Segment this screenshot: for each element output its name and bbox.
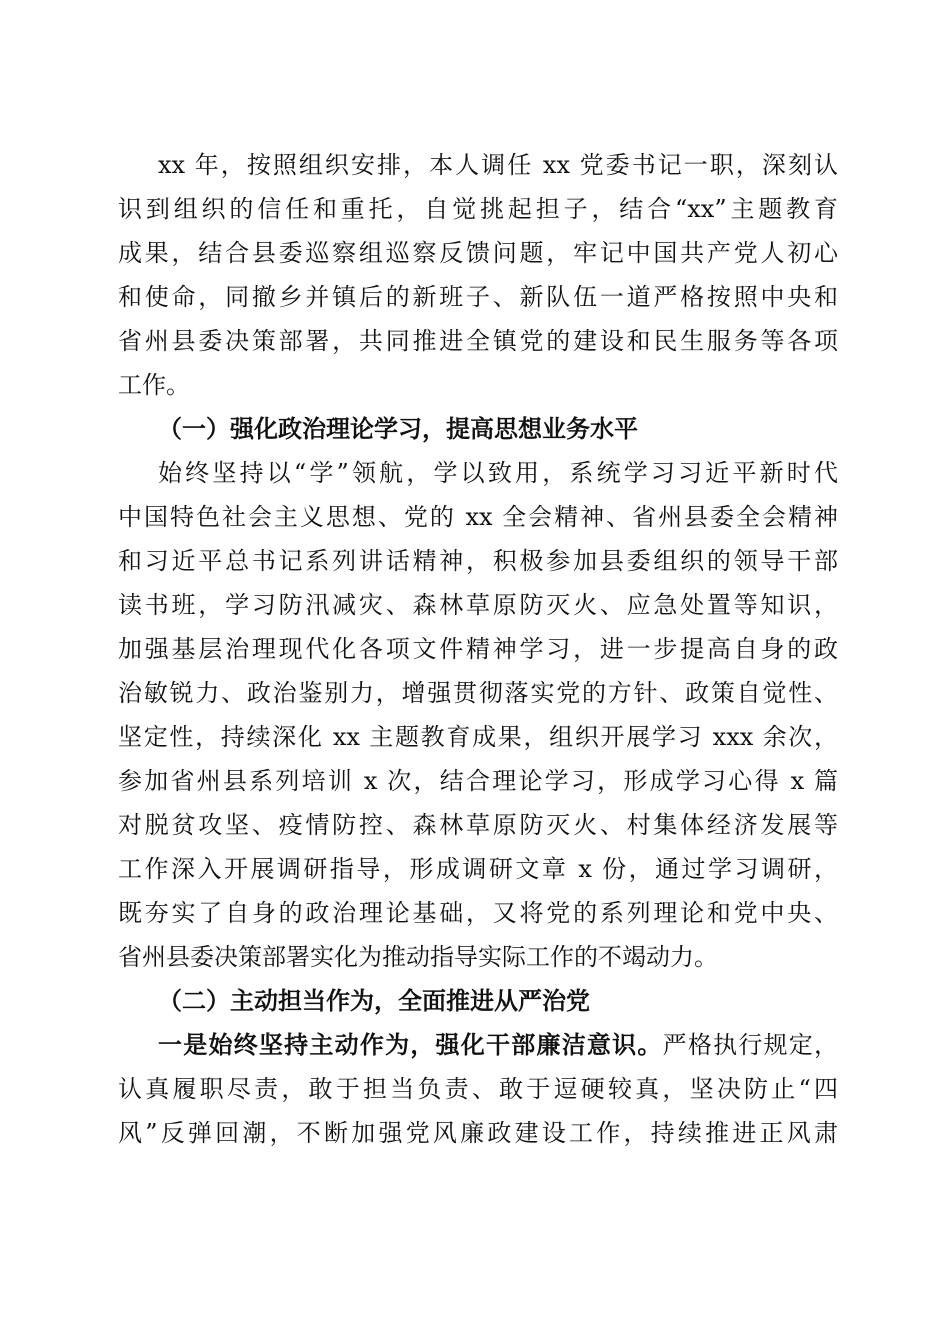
section2-heading: （二）主动担当作为，全面推进从严治党 <box>158 986 590 1015</box>
intro-line-5: 省州县委决策部署，共同推进全镇党的建设和民生服务等各项 <box>118 327 838 355</box>
section1-line-2: 中国特色社会主义思想、党的 xx 全会精神、省州县委全会精神 <box>118 503 838 531</box>
section1-line-3: 和习近平总书记系列讲话精神，积极参加县委组织的领导干部 <box>118 547 838 575</box>
section1-line-10: 工作深入开展调研指导，形成调研文章 x 份，通过学习调研， <box>118 855 838 883</box>
intro-line-2: 识到组织的信任和重托，自觉挑起担子，结合“xx”主题教育 <box>118 195 838 223</box>
intro-line-1: xx 年，按照组织安排，本人调任 xx 党委书记一职，深刻认 <box>158 151 838 179</box>
section1-line-4: 读书班，学习防汛减灾、森林草原防灭火、应急处置等知识， <box>118 591 838 619</box>
section1-line-1: 始终坚持以“学”领航，学以致用，系统学习习近平新时代 <box>158 459 838 487</box>
section1-line-8: 参加省州县系列培训 x 次，结合理论学习，形成学习心得 x 篇 <box>118 767 838 795</box>
section2-lead-line <box>158 1025 838 1065</box>
section2-lead-bold: 一是始终坚持主动作为，强化干部廉洁意识。 <box>158 1030 663 1059</box>
section1-line-11: 既夯实了自身的政治理论基础，又将党的系列理论和党中央、 <box>118 899 838 927</box>
section1-heading: （一）强化政治理论学习，提高思想业务水平 <box>158 414 638 443</box>
section1-line-9: 对脱贫攻坚、疫情防控、森林草原防灭火、村集体经济发展等 <box>118 811 838 839</box>
section2-line-1: 认真履职尽责，敢于担当负责、敢于逗硬较真，坚决防止“四 <box>118 1075 838 1103</box>
section2-lead-rest: 严格执行规定， <box>662 1031 839 1059</box>
section1-line-12: 省州县委决策部署实化为推动指导实际工作的不竭动力。 <box>118 943 718 971</box>
intro-line-3: 成果，结合县委巡察组巡察反馈问题，牢记中国共产党人初心 <box>118 239 838 267</box>
intro-line-6: 工作。 <box>118 371 190 399</box>
section1-line-7: 坚定性，持续深化 xx 主题教育成果，组织开展学习 xxx 余次， <box>118 723 838 751</box>
section2-line-2: 风”反弹回潮，不断加强党风廉政建设工作，持续推进正风肃 <box>118 1119 838 1147</box>
section1-line-5: 加强基层治理现代化各项文件精神学习，进一步提高自身的政 <box>118 635 838 663</box>
intro-line-4: 和使命，同撤乡并镇后的新班子、新队伍一道严格按照中央和 <box>118 283 838 311</box>
section1-line-6: 治敏锐力、政治鉴别力，增强贯彻落实党的方针、政策自觉性、 <box>118 679 838 707</box>
